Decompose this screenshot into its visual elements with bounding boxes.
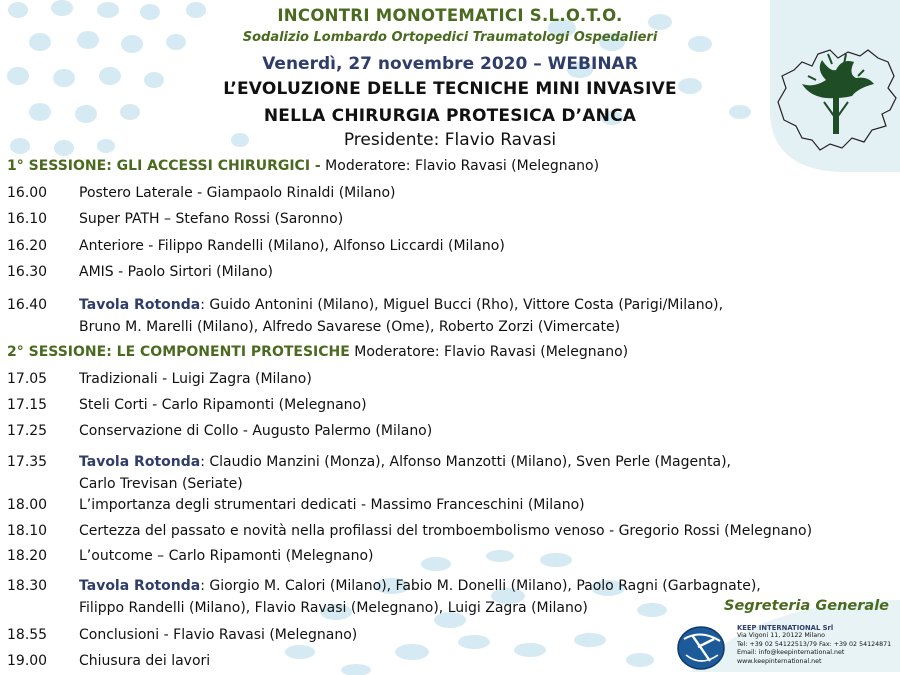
item-time: 18.30 bbox=[7, 578, 48, 594]
session-1-header bbox=[7, 158, 599, 174]
president: Presidente: Flavio Ravasi bbox=[343, 130, 557, 150]
item-text: Anteriore - Filippo Randelli (Milano), Alfonso Liccardi (Milano) bbox=[79, 238, 505, 254]
item-time: 16.10 bbox=[7, 211, 48, 227]
item-text: Super PATH – Stefano Rossi (Saronno) bbox=[79, 211, 344, 227]
session-1-moderator: Moderatore: Flavio Ravasi (Melegnano) bbox=[320, 158, 600, 174]
item-time: 18.10 bbox=[7, 523, 48, 539]
item-text: L’outcome – Carlo Ripamonti (Melegnano) bbox=[79, 548, 374, 564]
item-time: 17.05 bbox=[7, 371, 48, 387]
round-table-line-2: Carlo Trevisan (Seriate) bbox=[79, 476, 243, 492]
item-time: 16.00 bbox=[7, 185, 48, 201]
company-name: KEEP INTERNATIONAL Srl bbox=[737, 624, 834, 632]
topic-line-1: L’EVOLUZIONE DELLE TECNICHE MINI INVASIVE bbox=[223, 79, 677, 99]
event-subtitle: Sodalizio Lombardo Ortopedici Traumatologi Ospedalieri bbox=[242, 30, 658, 45]
item-text: Steli Corti - Carlo Ripamonti (Melegnano) bbox=[79, 397, 367, 413]
item-text: AMIS - Paolo Sirtori (Milano) bbox=[79, 264, 273, 280]
round-table-line-1: : Guido Antonini (Milano), Miguel Bucci (Rho), Vittore Costa (Parigi/Milano), bbox=[200, 297, 724, 313]
item-text: Chiusura dei lavori bbox=[79, 653, 211, 669]
item-text: L’importanza degli strumentari dedicati - Massimo Franceschini (Milano) bbox=[79, 497, 585, 513]
secretariat-label: Segreteria Generale bbox=[724, 598, 889, 614]
round-table-line-1: : Claudio Manzini (Monza), Alfonso Manzotti (Milano), Sven Perle (Magenta), bbox=[200, 454, 731, 470]
item-time: 18.00 bbox=[7, 497, 48, 513]
company-email[interactable]: Email: info@keepinternational.net bbox=[737, 649, 845, 657]
item-time: 17.35 bbox=[7, 454, 48, 470]
session-2-header bbox=[7, 344, 628, 360]
item-time: 16.20 bbox=[7, 238, 48, 254]
company-address: Via Vigoni 11, 20122 Milano bbox=[737, 632, 825, 640]
round-table-label: Tavola Rotonda bbox=[79, 578, 201, 594]
company-phone: Tel: +39 02 54122513/79 Fax: +39 02 54124871 bbox=[737, 640, 892, 648]
item-text: Conservazione di Collo - Augusto Palermo (Milano) bbox=[79, 423, 433, 439]
item-text: Tradizionali - Luigi Zagra (Milano) bbox=[79, 371, 312, 387]
session-2-moderator: Moderatore: Flavio Ravasi (Melegnano) bbox=[349, 344, 629, 360]
item-time: 17.15 bbox=[7, 397, 48, 413]
round-table-label: Tavola Rotonda bbox=[79, 297, 201, 313]
company-website[interactable]: www.keepinternational.net bbox=[737, 657, 822, 665]
event-title: INCONTRI MONOTEMATICI S.L.O.T.O. bbox=[277, 6, 623, 25]
item-time: 18.55 bbox=[7, 627, 48, 643]
item-time: 18.20 bbox=[7, 548, 48, 564]
item-time: 19.00 bbox=[7, 653, 48, 669]
item-text: Conclusioni - Flavio Ravasi (Melegnano) bbox=[79, 627, 358, 643]
round-table-line-2: Filippo Randelli (Milano), Flavio Ravasi (Melegnano), Luigi Zagra (Milano) bbox=[79, 600, 588, 616]
round-table-line-1: : Giorgio M. Calori (Milano), Fabio M. Donelli (Milano), Paolo Ragni (Garbagnate), bbox=[200, 578, 761, 594]
item-time: 17.25 bbox=[7, 423, 48, 439]
item-text: Certezza del passato e novità nella profilassi del tromboembolismo venoso - Gregorio Rossi (Melegnano) bbox=[79, 523, 813, 539]
item-time: 16.40 bbox=[7, 297, 48, 313]
secretariat-contacts bbox=[737, 624, 891, 666]
tree-lombardy-map-logo-icon bbox=[772, 40, 900, 155]
session-1-title: 1° SESSIONE: GLI ACCESSI CHIRURGICI - bbox=[7, 158, 321, 174]
item-time: 16.30 bbox=[7, 264, 48, 280]
event-date: Venerdì, 27 novembre 2020 – WEBINAR bbox=[262, 54, 638, 74]
keep-international-globe-icon bbox=[676, 625, 726, 671]
item-text: Postero Laterale - Giampaolo Rinaldi (Milano) bbox=[79, 185, 396, 201]
round-table-label: Tavola Rotonda bbox=[79, 454, 201, 470]
session-2-title: 2° SESSIONE: LE COMPONENTI PROTESICHE bbox=[7, 344, 350, 360]
round-table-line-2: Bruno M. Marelli (Milano), Alfredo Savarese (Ome), Roberto Zorzi (Vimercate) bbox=[79, 319, 621, 335]
topic-line-2: NELLA CHIRURGIA PROTESICA D’ANCA bbox=[263, 106, 637, 126]
